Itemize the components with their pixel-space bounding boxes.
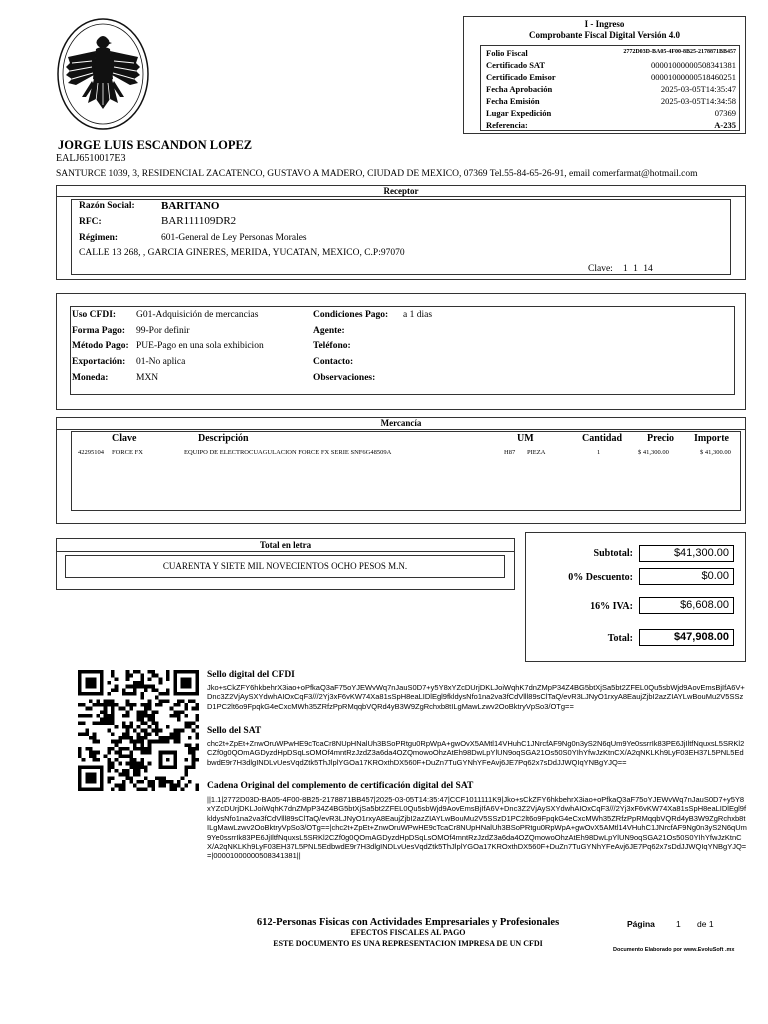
col-precio: Precio xyxy=(647,433,675,444)
total-value: $47,908.00 xyxy=(639,629,734,646)
forma-label: Forma Pago: xyxy=(72,326,126,336)
qr-code xyxy=(78,670,199,791)
item-cantidad: 1 xyxy=(597,449,601,456)
iva-label: 16% IVA: xyxy=(590,601,633,612)
receptor-address: CALLE 13 268, , GARCIA GINERES, MERIDA, YUCATAN, MEXICO, C.P:97070 xyxy=(79,248,405,258)
cfdi-field-value: 2025-03-05T14:35:47 xyxy=(660,84,736,94)
uso-value: G01-Adquisición de mercancias xyxy=(136,310,259,320)
item-clave: 42295104 xyxy=(78,449,104,456)
col-clave: Clave xyxy=(112,433,137,444)
sello-sat-value: chc2t+ZpEt+ZnwOruWPwHE9cTcaCr8NUpHNalUh3BSoPRtgu0RpWpA+gwOvX5AMtl14VHuhC1JNrcfAF9Ng0n3yS2N6qUm9Ye0ssrrIk83PE6JjIltfNquxsL5SRKl2CZf0g0QOmAGDyzdHpDSqLsOMOf4mntRzJzdZ3a6da4OZQmowoOhzAtEh98DwLpYlUN9oqSGA21Os50S0YIhYfwJzKtnCX/A2qNKLKh9LyF03EH37L5PNL5EdbwdE9r7H3dlgINDLvUesVqdZtk5ThJlplYGOa17KROxthDX560F+DuZn7TuGYNhYFeAvj6JE7Pq62x7sDdJJWQIqYNBgYJQ== xyxy=(207,739,745,767)
export-value: 01-No aplica xyxy=(136,357,186,367)
cfdi-field-label: Certificado Emisor xyxy=(486,72,556,82)
telefono-label: Teléfono: xyxy=(313,341,351,351)
rfc-label: RFC: xyxy=(79,217,102,227)
cfdi-version: Comprobante Fiscal Digital Versión 4.0 xyxy=(528,30,681,40)
observaciones-label: Observaciones: xyxy=(313,373,376,383)
footer-regimen: 612-Personas Fisicas con Actividades Empresariales y Profesionales xyxy=(256,917,560,928)
mercancia-inner xyxy=(71,431,741,511)
cfdi-field-value: 00001000000508341381 xyxy=(651,60,736,70)
iva-value: $6,608.00 xyxy=(639,597,734,614)
cadena-title: Cadena Original del complemento de certificación digital del SAT xyxy=(207,781,474,791)
regimen-value: 601-General de Ley Personas Morales xyxy=(161,233,307,243)
item-clave2: FORCE FX xyxy=(112,449,143,456)
sello-cfdi-value: Jko+sCkZFY6hkbehrX3iao+oPfkaQ3aF75oYJEWvWq7nJauS0D7+y5Y8xYZcDUrjDKLJoiWqhK7dnZMpP34Z4BG5btXjSa5bt2ZFEL0Qu5sbWjd9AovEmsBjIfA6V+Dnc3Z2VjAySXYdwhAIOxCqF3///2Yj3xF6vKW74Xa81sSpH8eaLIDlEgl9fkldysNfo1na2va3fCdVlll89sClTaQ/evR3LJNyO1rxyA8EaujZjbI2azZIAYLwBouMu2V5SSzD1PC2lt6o9FpqkG4eCxcMWh35ZRfzPpRMqqbVQRd4yB3W9ZgRchxb8tILgMawLzwv2OoBktryVpSo3/OTg== xyxy=(207,683,745,711)
descuento-value: $0.00 xyxy=(639,568,734,585)
cfdi-field-row xyxy=(486,48,736,60)
metodo-label: Método Pago: xyxy=(72,341,129,351)
export-label: Exportación: xyxy=(72,357,126,367)
cfdi-fields-box xyxy=(480,45,740,131)
razon-value: BARITANO xyxy=(161,200,220,212)
cfdi-field-value: 2025-03-05T14:34:58 xyxy=(660,96,736,106)
emisor-rfc: EALJ6510017E3 xyxy=(56,153,126,164)
footer-efectos: EFECTOS FISCALES AL PAGO xyxy=(350,928,466,937)
cadena-value: ||1.1|2772D03D-BA05-4F00-8B25-2178871BB457|2025-03-05T14:35:47|CCF1011111K9|Jko+sCkZFY6hkbehrX3iao+oPfkaQ3aF75oYJEWvWq7nJauS0D7+y5Y8xYZcDUrjDKLJoiWqhK7dnZMpP34Z4BG5btXjSa5bt2ZFEL0Qu5sbWjd9AovEmsBjIfA6V+Dnc3Z2VjAySXYdwhAIOxCqF3///2Yj3xF6vKW74Xa81sSpH8eaLIDlEgl9fkldysNfo1na2va3fCdVlll89sClTaQ/evR3LJNyO1rxyA8EaujZjbI2azZIAYLwBouMu2V5SSzD1PC2lt6o9FpqkG4eCxcMWh35ZRfzPpRMqqbVQRd4yB3W9ZgRchxb8tILgMawLzwv2OoBktryVpSo3/OTg==|chc2t+ZpEt+ZnwOruWPwHE9cTcaCr8NUpHNalUh3BSoPRtgu0RpWpA+gwOvX5AMtl14VHuhC1JNrcfAF9Ng0n3yS2N6qUm9Ye0ssrrIk83PE6JjIltfNquxsL5SRKl2CZf0g0QOmAGDyzdHpDSqLsOMOf4mntRzJzdZ3a6da4OZQmowoOhzAtEh98DwLpYlUN9oqSGA21Os50S0YIhYfwJzKtnCX/A2qNKLKh9LyF03EH37L5PNL5EdbwdE9r7H3dlgINDLvUesVqdZtk5ThJlplYGOa17KROxthDX560F+DuZn7TuGYNhYFeAvj6JE7Pq62x7sDdJJWQIqYNBgYJQ==|00001000000508341381|| xyxy=(207,795,747,861)
rfc-value: BAR111109DR2 xyxy=(161,215,237,227)
col-descripcion: Descripción xyxy=(198,433,249,444)
clave-value: 1 1 14 xyxy=(623,264,653,274)
moneda-label: Moneda: xyxy=(72,373,109,383)
contacto-label: Contacto: xyxy=(313,357,354,367)
cond-label: Condiciones Pago: xyxy=(313,310,389,320)
cond-value: a 1 dias xyxy=(403,310,433,320)
cfdi-header-box xyxy=(463,16,746,134)
descuento-label: 0% Descuento: xyxy=(568,572,633,583)
pagina-total: de 1 xyxy=(697,919,714,929)
emisor-name: JORGE LUIS ESCANDON LOPEZ xyxy=(58,138,253,152)
total-letra-value: CUARENTA Y SIETE MIL NOVECIENTOS OCHO PESOS M.N. xyxy=(162,561,408,571)
subtotal-value: $41,300.00 xyxy=(639,545,734,562)
cfdi-field-label: Fecha Aprobación xyxy=(486,84,553,94)
emisor-address: SANTURCE 1039, 3, RESIDENCIAL ZACATENCO, GUSTAVO A MADERO, CIUDAD DE MEXICO, 07369 Tel.55-84-65-26-91, email comerfarmat@hotmail.com xyxy=(56,169,698,179)
cfdi-field-row xyxy=(486,72,736,84)
cfdi-field-label: Fecha Emisión xyxy=(486,96,540,106)
cfdi-field-label: Folio Fiscal xyxy=(486,48,528,58)
cfdi-field-label: Referencia: xyxy=(486,120,528,130)
item-um2: PIEZA xyxy=(527,449,546,456)
footer-representacion: ESTE DOCUMENTO ES UNA REPRESENTACION IMPRESA DE UN CFDI xyxy=(273,939,543,948)
uso-label: Uso CFDI: xyxy=(72,310,117,320)
eagle-crest-logo xyxy=(56,17,150,131)
item-um: H87 xyxy=(504,449,516,456)
pagina-value: 1 xyxy=(676,919,681,929)
col-um: UM xyxy=(517,433,534,444)
cfdi-field-value: 07369 xyxy=(714,108,736,118)
doc-type: I - Ingreso xyxy=(584,19,625,29)
forma-value: 99-Por definir xyxy=(136,326,190,336)
receptor-title: Receptor xyxy=(56,185,746,197)
cfdi-field-row xyxy=(486,60,736,72)
agente-label: Agente: xyxy=(313,326,345,336)
cfdi-field-row xyxy=(486,96,736,108)
sello-sat-title: Sello del SAT xyxy=(207,726,262,736)
item-precio: $ 41,300.00 xyxy=(638,449,669,456)
item-descripcion: EQUIPO DE ELECTROCUAGULACION FORCE FX SERIE SNF6G48509A xyxy=(184,449,392,456)
item-importe: $ 41,300.00 xyxy=(700,449,731,456)
cfdi-field-label: Lugar Expedición xyxy=(486,108,552,118)
cfdi-field-value: 2772D03D-BA05-4F00-8B25-2178871BB457 xyxy=(623,49,736,55)
total-label: Total: xyxy=(607,633,633,644)
cfdi-field-row xyxy=(486,84,736,96)
subtotal-label: Subtotal: xyxy=(593,548,633,559)
clave-label: Clave: xyxy=(588,264,613,274)
metodo-value: PUE-Pago en una sola exhibicion xyxy=(136,341,264,351)
footer-credit: Documento Elaborado por www.EvoluSoft .mx xyxy=(613,947,735,953)
sello-cfdi-title: Sello digital del CFDI xyxy=(207,670,295,680)
cfdi-field-value: 00001000000518460251 xyxy=(651,72,736,82)
mercancia-title: Mercancía xyxy=(56,417,746,430)
pagina-label: Página xyxy=(627,919,655,929)
cfdi-field-label: Certificado SAT xyxy=(486,60,546,70)
cfdi-field-row xyxy=(486,108,736,120)
moneda-value: MXN xyxy=(136,373,159,383)
razon-label: Razón Social: xyxy=(79,201,135,211)
total-letra-title: Total en letra xyxy=(56,538,515,552)
col-cantidad: Cantidad xyxy=(582,433,623,444)
cfdi-field-value: A-235 xyxy=(714,120,736,130)
regimen-label: Régimen: xyxy=(79,233,119,243)
cfdi-field-row xyxy=(486,120,736,132)
col-importe: Importe xyxy=(694,433,729,444)
